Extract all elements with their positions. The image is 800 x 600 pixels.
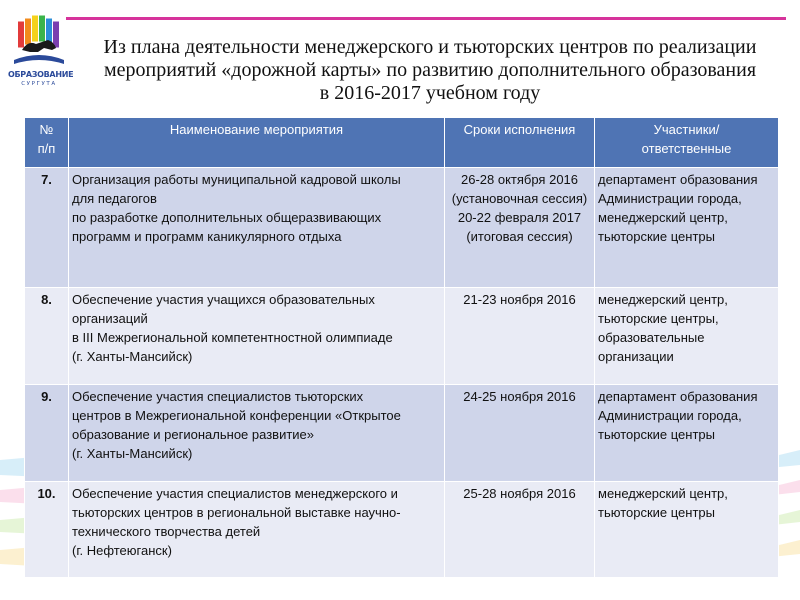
table-row — [25, 168, 779, 288]
page-title — [70, 36, 790, 105]
header-event: Наименование мероприятия — [69, 118, 445, 168]
accent-line — [66, 17, 786, 20]
row-participants: департамент образования Администрации города, менеджерский центр, тьюторские центры — [595, 168, 779, 288]
row-event: Обеспечение участия специалистов тьюторских центров в Межрегиональной конференции «Открытое образование и региональное развитие» (г. Ханты-Мансийск) — [69, 385, 445, 482]
row-dates: 26-28 октября 2016 (установочная сессия) 20-22 февраля 2017 (итоговая сессия) — [445, 168, 595, 288]
row-number: 7. — [25, 168, 69, 288]
row-dates: 24-25 ноября 2016 — [445, 385, 595, 482]
row-number: 9. — [25, 385, 69, 482]
title-line: мероприятий «дорожной карты» по развитию дополнительного образования — [103, 59, 757, 81]
logo-text: ОБРАЗОВАНИЕ — [8, 70, 74, 79]
row-number: 8. — [25, 288, 69, 385]
row-event: Обеспечение участия учащихся образовательных организаций в III Межрегиональной компетентностной олимпиаде (г. Ханты-Мансийск) — [69, 288, 445, 385]
logo-page-shape — [32, 16, 38, 42]
table-row — [25, 288, 779, 385]
title-line: Из плана деятельности менеджерского и тьюторских центров по реализации — [103, 36, 757, 58]
logo-page-shape — [39, 16, 45, 42]
plan-table — [24, 117, 779, 578]
row-participants: менеджерский центр, тьюторские центры, образовательные организации — [595, 288, 779, 385]
logo-page-shape — [53, 22, 59, 48]
table-row — [25, 482, 779, 578]
row-participants: менеджерский центр, тьюторские центры — [595, 482, 779, 578]
table-header-row — [25, 118, 779, 168]
row-number: 10. — [25, 482, 69, 578]
logo-subtext: СУРГУТА — [21, 81, 57, 87]
logo-page-shape — [25, 19, 31, 45]
header-participants: Участники/ ответственные — [595, 118, 779, 168]
row-dates: 21-23 ноября 2016 — [445, 288, 595, 385]
title-line: в 2016-2017 учебном году — [319, 82, 541, 104]
header-num: № п/п — [25, 118, 69, 168]
logo-page-shape — [18, 22, 24, 48]
row-event: Обеспечение участия специалистов менеджерского и тьюторских центров в региональной выставке научно- технического творчества детей (г. Нефтеюганск) — [69, 482, 445, 578]
logo-book-icon — [8, 10, 70, 70]
row-dates: 25-28 ноября 2016 — [445, 482, 595, 578]
row-event: Организация работы муниципальной кадровой школы для педагогов по разработке дополнительных общеразвивающих программ и программ каникулярного отдыха — [69, 168, 445, 288]
header-dates: Сроки исполнения — [445, 118, 595, 168]
table-row — [25, 385, 779, 482]
row-participants: департамент образования Администрации города, тьюторские центры — [595, 385, 779, 482]
logo — [8, 10, 74, 96]
